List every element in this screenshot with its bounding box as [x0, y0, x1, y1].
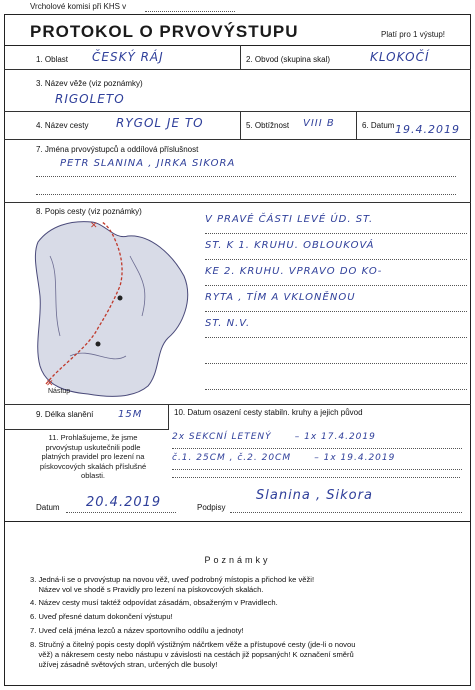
- route-desc-label: 8. Popis cesty (viz poznámky): [36, 207, 142, 216]
- note-item: 6. Uveď přesné datum dokončení výstupu!: [30, 612, 173, 621]
- rings-label: 10. Datum osazení cesty stabiln. kruhy a jejich původ: [174, 408, 363, 417]
- sketch-start-label: Nástup: [48, 388, 71, 395]
- note-item: 7. Uveď celá jména lezců a název sportovního oddílu a jednoty!: [30, 626, 244, 635]
- date-value: 19.4.2019: [395, 123, 460, 136]
- sign-date-value: 20.4.2019: [86, 495, 162, 510]
- ring-2: [96, 342, 101, 347]
- area-value: ČESKÝ RÁJ: [92, 50, 164, 64]
- signatures-value: Slanina , Sikora: [256, 488, 373, 503]
- district-label: 2. Obvod (skupina skal): [246, 55, 331, 64]
- desc-line: KE 2. KRUHU. VPRAVO DO KO-: [205, 266, 467, 286]
- date-label: 6. Datum: [362, 121, 395, 130]
- area-label: 1. Oblast: [36, 55, 69, 64]
- climbers-value: PETR SLANINA , JIRKA SIKORA: [60, 158, 236, 169]
- valid-note: Platí pro 1 výstup!: [381, 30, 446, 39]
- desc-line: V PRAVÉ ČÁSTI LEVÉ ÚD. ST.: [205, 214, 467, 234]
- svg-text:✕: ✕: [46, 379, 54, 389]
- rings-line: 2x SEKCNÍ LETENÝ – 1x 17.4.2019: [172, 432, 462, 449]
- committee-line: Vrcholové komisi při KHS v: [30, 2, 127, 11]
- note-item: užívej zásadně světových stran, určených dle busoly!: [30, 660, 218, 669]
- svg-text:✕: ✕: [90, 221, 98, 231]
- declaration-text: 11. Prohlašujeme, že jsme prvovýstup uskutečnili podle platných pravidel pro lezení na pískovcových skalách příslušné oblasti.: [39, 433, 147, 480]
- rappel-value: 15M: [118, 409, 143, 420]
- rappel-label: 9. Délka slanění: [36, 410, 94, 419]
- committee-dotted: [145, 11, 235, 12]
- rock-outline: [35, 222, 187, 397]
- ring-1: [118, 296, 123, 301]
- route-sketch: [30, 216, 195, 404]
- note-item: 3. Jedná-li se o prvovýstup na novou věž, uveď podrobný místopis a přichod ke věži!: [30, 575, 315, 584]
- sign-date-label: Datum: [36, 503, 60, 512]
- district-value: KLOKOČÍ: [370, 50, 430, 64]
- rings-lines: [172, 432, 462, 470]
- note-item: 8. Stručný a čitelný popis cesty doplň výstižným náčrtkem věže a přístupové cesty (jde-li o novou: [30, 640, 356, 649]
- difficulty-label: 5. Obtížnost: [246, 121, 290, 130]
- difficulty-value: VIII B: [303, 118, 335, 129]
- desc-line: ST. K 1. KRUHU. OBLOUKOVÁ: [205, 240, 467, 260]
- desc-line: ST. N.V.: [205, 318, 467, 338]
- tower-value: RIGOLETO: [55, 92, 125, 106]
- route-label: 4. Název cesty: [36, 121, 89, 130]
- route-value: RYGOL JE TO: [116, 116, 204, 130]
- signatures-label: Podpisy: [197, 503, 226, 512]
- route-desc-lines: [205, 214, 467, 390]
- desc-line: RYTA , TÍM A VKLONĚNOU: [205, 292, 467, 312]
- climbers-label: 7. Jména prvovýstupců a oddílová příslušnost: [36, 145, 199, 154]
- notes-heading: Poznámky: [204, 555, 271, 565]
- note-item: věž) a nákresem cesty nebo nástupu v závislosti na cestách již popsaných! K označení směrů: [30, 650, 354, 659]
- note-item: 4. Název cesty musí taktéž odpovídat zásadám, obsaženým v Pravidlech.: [30, 598, 278, 607]
- rings-line: č.1. 25CM , č.2. 20CM – 1x 19.4.2019: [172, 453, 462, 470]
- page-title: PROTOKOL O PRVOVÝSTUPU: [30, 22, 299, 41]
- note-item: Název vol ve shodě s Pravidly pro lezení na pískovcových skalách.: [30, 585, 264, 594]
- tower-label: 3. Název věže (viz poznámky): [36, 79, 143, 88]
